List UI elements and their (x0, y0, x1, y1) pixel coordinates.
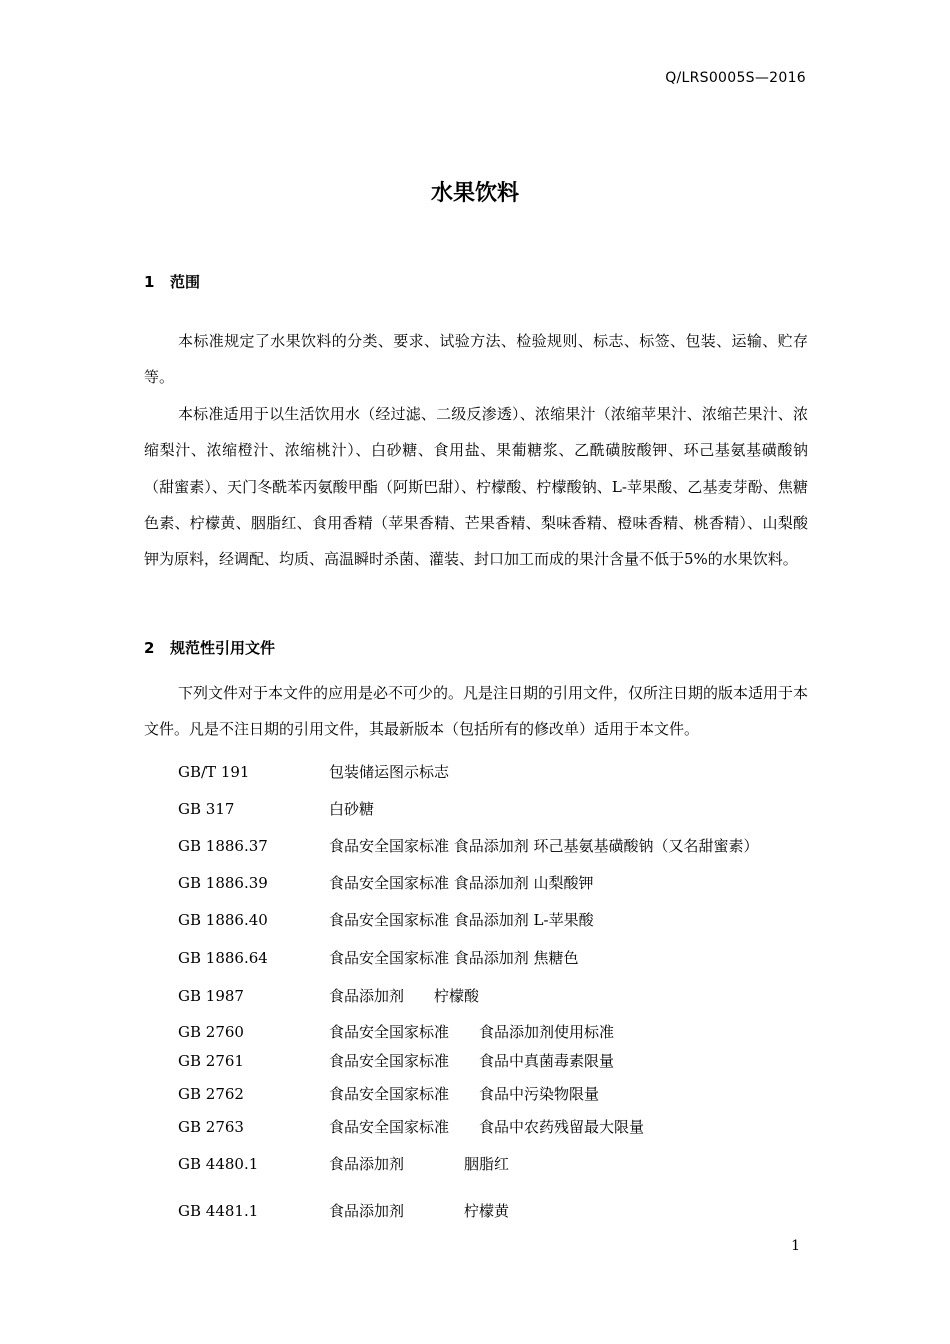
reference-item (178, 909, 594, 930)
reference-title: 食品安全国家标准 食品添加剂 L-苹果酸 (329, 911, 594, 929)
reference-item (178, 1050, 614, 1071)
reference-title: 食品安全国家标准 食品中真菌毒素限量 (329, 1052, 615, 1070)
document-title: 水果饮料 (430, 181, 519, 206)
reference-code: GB 4481.1 (178, 1202, 259, 1220)
section-heading-normative-references (144, 637, 275, 658)
section-number: 1 (144, 273, 155, 291)
reference-item (178, 1083, 599, 1104)
page-number: 1 (791, 1238, 800, 1254)
section-title: 规范性引用文件 (170, 639, 276, 657)
reference-item (178, 1200, 509, 1221)
paragraph-scope-2: 本标准适用于以生活饮用水（经过滤、二级反渗透）、浓缩果汁（浓缩苹果汁、浓缩芒果汁、浓缩梨汁、浓缩橙汁、浓缩桃汁）、白砂糖、食用盐、果葡糖浆、乙酰磺胺酸钾、环己基氨基磺酸钠（甜蜜素）、天门冬酰苯丙氨酸甲酯（阿斯巴甜）、柠檬酸、柠檬酸钠、L-苹果酸、乙基麦芽酚、焦糖色素、柠檬黄、胭脂红、食用香精（苹果香精、芒果香精、梨味香精、橙味香精、桃香精）、山梨酸钾为原料，经调配、均质、高温瞬时杀菌、灌装、封口加工而成的果汁含量不低于5%的水果饮料。 (144, 405, 808, 569)
reference-title: 食品添加剂 柠檬酸 (329, 987, 480, 1005)
reference-title: 白砂糖 (329, 800, 375, 818)
reference-title: 食品安全国家标准 食品添加剂使用标准 (329, 1023, 615, 1041)
reference-code: GB 2762 (178, 1085, 244, 1103)
reference-item (178, 798, 374, 819)
section-number: 2 (144, 639, 155, 657)
reference-code: GB 4480.1 (178, 1155, 259, 1173)
reference-item (178, 947, 579, 968)
reference-item (178, 835, 759, 856)
section-title: 范围 (170, 273, 201, 291)
reference-code: GB 1886.39 (178, 874, 268, 892)
paragraph-references-intro: 下列文件对于本文件的应用是必不可少的。凡是注日期的引用文件，仅所注日期的版本适用于本文件。凡是不注日期的引用文件，其最新版本（包括所有的修改单）适用于本文件。 (144, 684, 809, 739)
section-heading-scope (144, 271, 200, 292)
reference-item (178, 1021, 614, 1042)
reference-item (178, 1116, 644, 1137)
reference-item (178, 761, 449, 782)
reference-code: GB 317 (178, 800, 235, 818)
reference-title: 食品安全国家标准 食品添加剂 焦糖色 (329, 949, 579, 967)
reference-title: 食品安全国家标准 食品中农药残留最大限量 (329, 1118, 645, 1136)
reference-title: 食品添加剂 柠檬黄 (329, 1202, 510, 1220)
reference-title: 食品安全国家标准 食品添加剂 山梨酸钾 (329, 874, 594, 892)
reference-code: GB 2761 (178, 1052, 244, 1070)
reference-item (178, 985, 479, 1006)
reference-code: GB 2760 (178, 1023, 244, 1041)
reference-code: GB 1987 (178, 987, 244, 1005)
reference-code: GB 2763 (178, 1118, 244, 1136)
reference-code: GB 1886.40 (178, 911, 268, 929)
reference-item (178, 872, 594, 893)
reference-item (178, 1153, 509, 1174)
paragraph-scope-1: 本标准规定了水果饮料的分类、要求、试验方法、检验规则、标志、标签、包装、运输、贮存等。 (144, 332, 808, 387)
reference-title: 食品安全国家标准 食品添加剂 环己基氨基磺酸钠（又名甜蜜素） (329, 837, 759, 855)
document-code: Q/LRS0005S—2016 (665, 70, 806, 86)
reference-title: 食品安全国家标准 食品中污染物限量 (329, 1085, 600, 1103)
reference-title: 食品添加剂 胭脂红 (329, 1155, 510, 1173)
reference-code: GB 1886.37 (178, 837, 268, 855)
reference-title: 包装储运图示标志 (329, 763, 450, 781)
reference-code: GB 1886.64 (178, 949, 268, 967)
reference-code: GB/T 191 (178, 763, 250, 781)
